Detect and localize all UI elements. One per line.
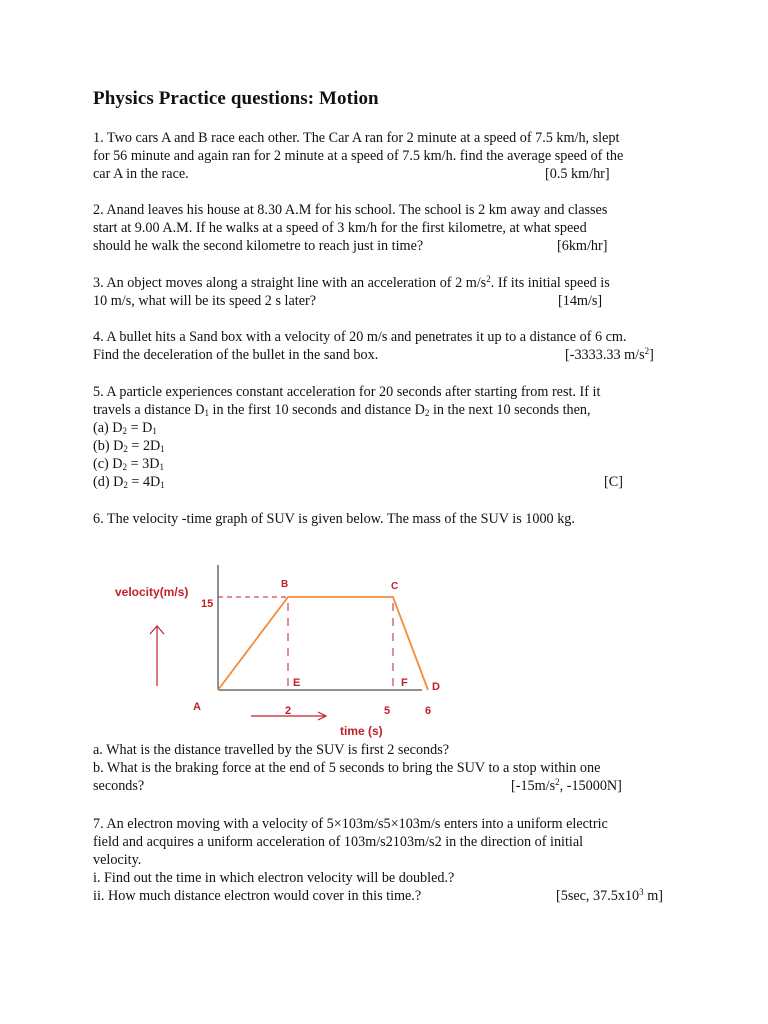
q7-line-3: velocity.	[93, 852, 142, 868]
q5-answer: [C]	[604, 474, 623, 490]
x-axis-label: time (s)	[340, 724, 383, 738]
q6-answer	[511, 777, 622, 795]
q3-line-1a: 3. An object moves along a straight line with an acceleration of 2 m/s	[93, 275, 487, 291]
q1-line-1: 1. Two cars A and B race each other. The Car A ran for 2 minute at a speed of 7.5 km/h, slept	[93, 130, 620, 146]
question-1	[93, 129, 683, 183]
q5-line-1: 5. A particle experiences constant acceleration for 20 seconds after starting from rest. If it	[93, 384, 601, 400]
question-3	[93, 274, 683, 310]
q7-line-4: i. Find out the time in which electron velocity will be doubled.?	[93, 870, 455, 886]
q6-answer-text: [-15m/s	[511, 778, 556, 794]
q5-option-c-prefix: (c) D	[93, 456, 123, 472]
q5-option-c-sub: 2	[122, 462, 128, 472]
q7-answer-text: [5sec, 37.5x10	[556, 888, 640, 904]
q4-answer-text: [-3333.33 m/s	[565, 347, 645, 363]
x-arrowhead-icon	[318, 712, 326, 720]
question-7	[93, 815, 683, 905]
q7-line-2: field and acquires a uniform acceleration of 103m/s2103m/s2 in the direction of initial	[93, 834, 584, 850]
q1-line-3-text: car A in the race.	[93, 166, 189, 182]
x-tick-label: 6	[424, 705, 432, 717]
point-label-D: D	[432, 681, 440, 693]
y-arrowhead-icon	[150, 626, 164, 634]
y-tick-label: 15	[201, 598, 214, 610]
q5-option-b-mid: = 2D	[127, 438, 161, 454]
point-label-C: C	[391, 581, 399, 592]
question-6-parts	[93, 741, 683, 795]
q5-sub-d2: 2	[424, 408, 430, 418]
point-label-B: B	[281, 579, 289, 590]
question-6	[93, 510, 683, 528]
q4-line-2	[93, 346, 683, 364]
q3-superscript: 2	[486, 274, 491, 284]
q7-line-5-text: ii. How much distance electron would cover in this time.?	[93, 888, 422, 904]
q7-line-1: 7. An electron moving with a velocity of 5×103m/s5×103m/s enters into a uniform electric	[93, 816, 608, 832]
q7-answer-end: m]	[643, 888, 663, 904]
question-2	[93, 201, 683, 255]
q5-option-d-mid: = 4D	[127, 474, 161, 490]
q5-option-c	[93, 455, 683, 473]
q5-option-b-sub1: 1	[160, 444, 165, 454]
point-label-A: A	[193, 701, 201, 713]
q5-option-c-mid: = 3D	[127, 456, 160, 472]
q5-option-a-mid: = D	[127, 420, 153, 436]
q6-part-b-line-1: b. What is the braking force at the end of 5 seconds to bring the SUV to a stop within one	[93, 760, 601, 776]
q2-line-2: start at 9.00 A.M. If he walks at a speed of 3 km/h for the first kilometre, at what speed	[93, 220, 587, 236]
q5-option-d-sub: 2	[123, 480, 128, 490]
question-5	[93, 383, 683, 491]
q1-line-3	[93, 165, 683, 183]
foot-label-E: E	[293, 677, 301, 689]
page-title: Physics Practice questions: Motion	[93, 88, 379, 109]
q5-sub-d1: 1	[204, 408, 209, 418]
q5-option-d-prefix: (d) D	[93, 474, 124, 490]
q5-option-b-sub: 2	[123, 444, 128, 454]
q2-line-3	[93, 237, 683, 255]
q5-option-c-sub1: 1	[159, 462, 164, 472]
x-tick-label: 5	[383, 705, 391, 717]
q5-line-2	[93, 401, 683, 419]
q3-answer: [14m/s]	[558, 293, 603, 309]
q5-option-a	[93, 419, 683, 437]
q5-option-a-prefix: (a) D	[93, 420, 123, 436]
q4-answer-end: ]	[649, 347, 654, 363]
q3-line-1	[93, 274, 683, 292]
q3-line-2-text: 10 m/s, what will be its speed 2 s later?	[93, 293, 317, 309]
q3-line-2	[93, 292, 683, 310]
q3-line-1b: . If its initial speed is	[490, 275, 610, 291]
q6-answer-end: , -15000N]	[559, 778, 622, 794]
q2-line-1: 2. Anand leaves his house at 8.30 A.M for his school. The school is 2 km away and classes	[93, 202, 608, 218]
q5-option-b	[93, 437, 683, 455]
q4-line-2-text: Find the deceleration of the bullet in the sand box.	[93, 347, 379, 363]
q6-part-b-line-2-text: seconds?	[93, 778, 145, 794]
q1-line-2: for 56 minute and again ran for 2 minute at a speed of 7.5 km/h. find the average speed of the	[93, 148, 624, 164]
q5-line-2a: travels a distance D	[93, 402, 205, 418]
q2-line-3-text: should he walk the second kilometre to reach just in time?	[93, 238, 424, 254]
q6-part-b-line-2	[93, 777, 683, 795]
q4-answer	[565, 346, 654, 364]
q5-option-b-prefix: (b) D	[93, 438, 124, 454]
q2-answer: [6km/hr]	[557, 238, 608, 254]
q6-answer-sup: 2	[555, 777, 560, 787]
q7-answer-sup: 3	[639, 887, 644, 897]
question-4	[93, 328, 683, 364]
q6-part-a: a. What is the distance travelled by the SUV is first 2 seconds?	[93, 742, 450, 758]
q7-line-5	[93, 887, 683, 905]
q5-line-2b: in the first 10 seconds and distance D	[208, 402, 425, 418]
q5-option-d	[93, 473, 683, 491]
q5-option-a-sub: 2	[122, 426, 128, 436]
q5-option-d-sub1: 1	[160, 480, 165, 490]
x-tick-label: 2	[284, 705, 292, 717]
q4-line-1: 4. A bullet hits a Sand box with a velocity of 20 m/s and penetrates it up to a distance of 6 cm.	[93, 329, 627, 345]
q4-answer-sup: 2	[644, 346, 650, 356]
q5-option-a-sub1: 1	[152, 426, 157, 436]
q1-answer: [0.5 km/hr]	[545, 166, 610, 182]
q6-line-1: 6. The velocity -time graph of SUV is given below. The mass of the SUV is 1000 kg.	[93, 511, 575, 527]
q7-answer	[556, 887, 663, 905]
y-axis-label: velocity(m/s)	[115, 585, 189, 599]
series-line	[218, 597, 428, 690]
foot-label-F: F	[401, 677, 408, 689]
q5-line-2c: in the next 10 seconds then,	[429, 402, 591, 418]
